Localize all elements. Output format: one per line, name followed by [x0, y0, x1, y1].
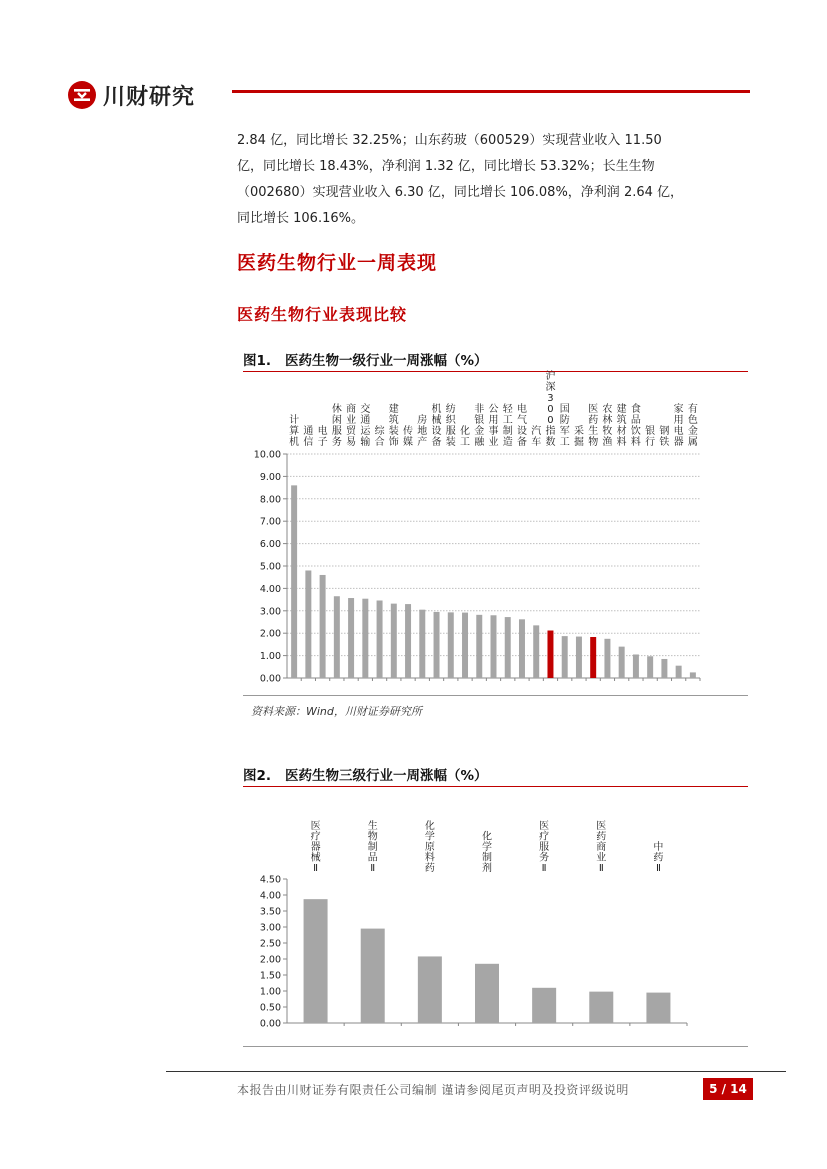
- bar: [405, 604, 411, 678]
- x-tick-label: 化学制剂: [482, 831, 492, 874]
- y-tick-label: 6.00: [259, 539, 281, 551]
- y-tick-label: 8.00: [259, 494, 281, 506]
- figure2-divider: [243, 786, 748, 787]
- chart2: [243, 815, 748, 1040]
- bar: [619, 647, 625, 678]
- x-tick-label: 机械设备: [431, 404, 442, 448]
- x-tick-label: 国防军工: [559, 404, 570, 448]
- bar: [434, 612, 440, 678]
- bar: [590, 637, 596, 678]
- x-tick-label: 商业贸易: [346, 404, 357, 448]
- chart1: [243, 371, 748, 692]
- figure2-title: [243, 764, 488, 784]
- x-tick-label: 沪深 3 0 0 指数: [545, 371, 556, 448]
- y-tick-label: 4.00: [259, 583, 281, 595]
- y-tick-label: 3.50: [259, 906, 281, 918]
- x-tick-label: 采掘: [573, 426, 584, 448]
- y-tick-label: 2.00: [259, 628, 281, 640]
- paragraph-line: 同比增长 106.16%。: [237, 211, 364, 226]
- x-tick-label: 有色金属: [687, 404, 698, 448]
- bar: [690, 672, 696, 678]
- x-tick-label: 医药生物: [588, 404, 599, 448]
- bar: [361, 929, 385, 1023]
- figure1-title: [243, 349, 488, 369]
- x-tick-label: 农林牧渔: [602, 404, 613, 448]
- x-tick-label: 银行: [645, 426, 656, 448]
- x-tick-label: 休闲服务: [331, 404, 342, 448]
- x-tick-label: 综合: [374, 426, 385, 448]
- y-tick-label: 2.50: [259, 938, 281, 950]
- x-tick-label: 生物制品 Ⅱ: [367, 821, 378, 874]
- bar: [377, 600, 383, 678]
- bar: [519, 619, 525, 678]
- y-tick-label: 2.00: [259, 954, 281, 966]
- figure2-bottom-rule: [243, 1046, 748, 1047]
- figure1-caption: 医药生物一级行业一周涨幅（%）: [285, 353, 488, 369]
- header-divider: [232, 90, 750, 93]
- x-tick-label: 轻工制造: [502, 404, 513, 448]
- x-tick-label: 电子: [317, 426, 328, 448]
- x-tick-label: 传媒: [403, 426, 414, 448]
- x-tick-label: 非银金融: [474, 404, 485, 448]
- bar: [304, 899, 328, 1023]
- y-tick-label: 5.00: [259, 561, 281, 573]
- x-tick-label: 汽车: [531, 426, 542, 448]
- x-tick-label: 建筑材料: [616, 404, 627, 448]
- x-tick-label: 化工: [460, 426, 471, 448]
- logo-icon: [67, 80, 97, 110]
- bar: [476, 615, 482, 678]
- y-tick-label: 4.00: [259, 890, 281, 902]
- bar: [547, 631, 553, 678]
- bar: [604, 639, 610, 678]
- y-tick-label: 1.00: [259, 986, 281, 998]
- x-tick-label: 通信: [303, 426, 314, 448]
- bar: [348, 598, 354, 678]
- x-tick-label: 化学原料药: [424, 821, 435, 874]
- bar: [676, 666, 682, 678]
- x-tick-label: 电气设备: [516, 404, 527, 448]
- x-tick-label: 钢铁: [659, 426, 670, 448]
- bar: [491, 615, 497, 678]
- y-tick-label: 0.50: [259, 1002, 281, 1014]
- x-tick-label: 计算机: [289, 415, 300, 448]
- bar: [362, 599, 368, 678]
- page-number: 5 / 14: [703, 1078, 753, 1100]
- bar: [418, 956, 442, 1023]
- figure1-bottom-rule: [243, 695, 748, 696]
- bar: [462, 613, 468, 678]
- bar: [505, 617, 511, 678]
- bar: [661, 659, 667, 678]
- bar: [391, 604, 397, 678]
- bar: [646, 993, 670, 1023]
- y-tick-label: 1.00: [259, 651, 281, 663]
- bar: [647, 656, 653, 678]
- footer-disclaimer: 本报告由川财证券有限责任公司编制 谨请参阅尾页声明及投资评级说明: [237, 1083, 629, 1097]
- y-tick-label: 9.00: [259, 471, 281, 483]
- bar: [448, 612, 454, 678]
- y-tick-label: 1.50: [259, 970, 281, 982]
- bar: [532, 988, 556, 1023]
- paragraph-line: 2.84 亿，同比增长 32.25%；山东药玻（600529）实现营业收入 11.50: [237, 133, 662, 148]
- y-tick-label: 0.00: [259, 1018, 281, 1030]
- bar: [291, 485, 297, 678]
- y-tick-label: 4.50: [259, 874, 281, 886]
- bar: [334, 596, 340, 678]
- figure2-number: 图2.: [243, 768, 272, 784]
- y-tick-label: 10.00: [253, 449, 281, 461]
- bar: [419, 610, 425, 678]
- footer-divider: [166, 1071, 786, 1072]
- body-paragraph: [237, 128, 749, 232]
- paragraph-line: （002680）实现营业收入 6.30 亿，同比增长 106.08%，净利润 2.64 亿，: [237, 185, 684, 200]
- figure2-caption: 医药生物三级行业一周涨幅（%）: [285, 768, 488, 784]
- x-tick-label: 公用事业: [488, 404, 499, 448]
- bar: [475, 964, 499, 1023]
- x-tick-label: 建筑装饰: [388, 404, 399, 448]
- subsection-title: 医药生物行业表现比较: [237, 305, 408, 324]
- paragraph-line: 亿，同比增长 18.43%，净利润 1.32 亿，同比增长 53.32%；长生生物: [237, 159, 655, 174]
- bar: [320, 575, 326, 678]
- bar: [305, 570, 311, 678]
- x-tick-label: 医疗器械 Ⅱ: [310, 821, 321, 874]
- x-tick-label: 食品饮料: [630, 404, 641, 448]
- section-title: 医药生物行业一周表现: [237, 252, 438, 274]
- company-logo: [67, 79, 195, 111]
- bar: [633, 654, 639, 678]
- bar: [533, 625, 539, 678]
- figure1-divider: [243, 371, 748, 372]
- y-tick-label: 3.00: [259, 606, 281, 618]
- x-tick-label: 纺织服装: [445, 404, 456, 448]
- y-tick-label: 3.00: [259, 922, 281, 934]
- y-tick-label: 7.00: [259, 516, 281, 528]
- x-tick-label: 医药商业 Ⅱ: [596, 821, 607, 874]
- logo-text: 川财研究: [103, 84, 196, 110]
- x-tick-label: 房地产: [417, 415, 428, 448]
- y-tick-label: 0.00: [259, 673, 281, 685]
- figure1-source: 资料来源：Wind，川财证券研究所: [251, 705, 422, 718]
- bar: [576, 637, 582, 678]
- bar: [589, 992, 613, 1023]
- figure1-number: 图1.: [243, 353, 272, 369]
- x-tick-label: 交通运输: [360, 404, 371, 448]
- bar: [562, 636, 568, 678]
- x-tick-label: 家用电器: [673, 404, 684, 448]
- x-tick-label: 医疗服务 Ⅱ: [539, 821, 550, 874]
- x-tick-label: 中药 Ⅱ: [653, 842, 664, 874]
